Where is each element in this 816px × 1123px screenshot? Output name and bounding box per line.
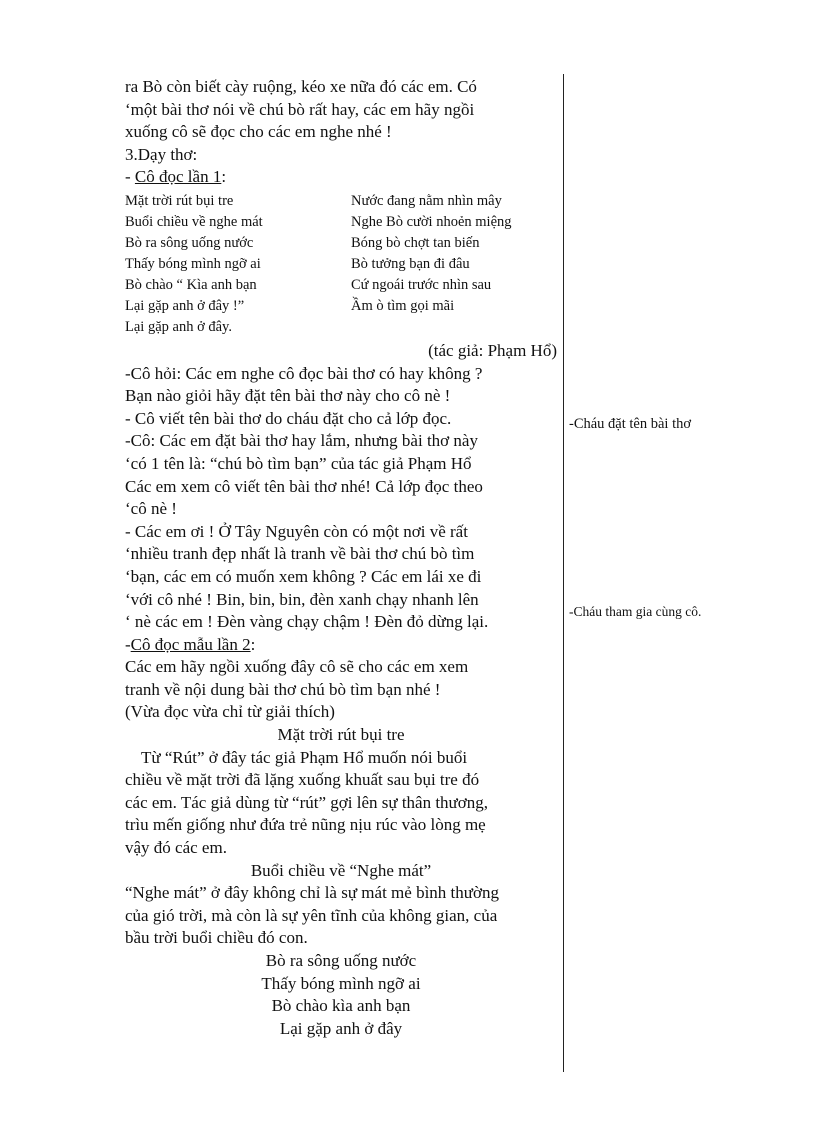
reading-1-label: Cô đọc lần 1 [134, 167, 222, 187]
verse-quote: Thấy bóng mình ngỡ ai [261, 973, 421, 993]
poem-verse: Nghe Bò cười nhoẻn miệng [351, 213, 512, 230]
section-title: 3.Dạy thơ: [125, 144, 198, 164]
text-line: -Cô: Các em đặt bài thơ hay lắm, nhưng bài thơ này [125, 431, 478, 451]
text-line: ‘một bài thơ nói về chú bò rất hay, các em hãy ngồi [125, 99, 475, 119]
reading-2-label: Cô đọc mẫu lần 2 [130, 634, 251, 654]
poem-verse: Cứ ngoái trước nhìn sau [351, 276, 492, 293]
verse-quote: Bò ra sông uống nước [265, 951, 417, 970]
poem-row [125, 296, 557, 317]
text-line: ra Bò còn biết cày ruộng, kéo xe nữa đó các em. Có [125, 77, 477, 96]
text-line: -Cô hỏi: Các em nghe cô đọc bài thơ có hay không ? [125, 363, 483, 383]
poem-verse: Bóng bò chợt tan biến [351, 234, 480, 251]
verse-quote: Lại gặp anh ở đây [279, 1018, 403, 1038]
poem-verse: Thấy bóng mình ngỡ ai [125, 255, 261, 272]
text-line: - Cô viết tên bài thơ do cháu đặt cho cả lớp đọc. [125, 408, 452, 428]
text-line: vậy đó các em. [125, 838, 227, 858]
text-line: Các em xem cô viết tên bài thơ nhé! Cả lớp đọc theo [125, 476, 483, 496]
text-line: “Nghe mát” ở đây không chỉ là sự mát mẻ bình thường [125, 883, 499, 903]
text-line: (Vừa đọc vừa chỉ từ giải thích) [125, 702, 335, 722]
verse-quote: Mặt trời rút bụi tre [277, 725, 405, 745]
poem-verse: Mặt trời rút bụi tre [125, 192, 234, 209]
text-line: bầu trời buổi chiều đó con. [125, 928, 308, 948]
poem-row [125, 275, 557, 296]
poem-row [125, 254, 557, 275]
poem-verse: Lại gặp anh ở đây. [125, 318, 232, 335]
text-line: ‘nhiều tranh đẹp nhất là tranh về bài thơ chú bò tìm [125, 544, 475, 564]
child-activity-note: -Cháu đặt tên bài thơ [569, 416, 692, 432]
poem-verse: Ầm ò tìm gọi mãi [351, 297, 455, 314]
poem-author: (tác giả: Phạm Hổ) [428, 340, 557, 360]
text-line: ‘có 1 tên là: “chú bò tìm bạn” của tác giả Phạm Hổ [125, 453, 472, 473]
text-line: của gió trời, mà còn là sự yên tĩnh của không gian, của [125, 905, 498, 925]
poem-row [125, 233, 557, 254]
text-line: Từ “Rút” ở đây tác giả Phạm Hổ muốn nói buổi [141, 747, 468, 767]
text-line: tranh về nội dung bài thơ chú bò tìm bạn nhé ! [125, 679, 441, 699]
reading-1-heading: - Cô đọc lần 1: [125, 167, 227, 187]
poem-verse: Lại gặp anh ở đây !” [125, 297, 245, 314]
poem-verse: Nước đang nằm nhìn mây [351, 192, 502, 209]
text-line: ‘bạn, các em có muốn xem không ? Các em lái xe đi [125, 566, 482, 586]
text-line: Các em hãy ngồi xuống đây cô sẽ cho các em xem [125, 657, 469, 677]
reading-2-heading: -Cô đọc mẫu lần 2: [125, 634, 256, 654]
child-activity-note: -Cháu tham gia cùng cô. [569, 604, 702, 619]
verse-quote: Buổi chiều về “Nghe mát” [250, 860, 432, 880]
poem-verse: Bò tưởng bạn đi đâu [351, 255, 470, 272]
poem-verse: Bò ra sông uống nước [125, 234, 254, 251]
teacher-column [125, 76, 557, 1040]
poem [125, 191, 557, 338]
poem-row [125, 212, 557, 233]
text-line: ‘ nè các em ! Đèn vàng chạy chậm ! Đèn đỏ dừng lại. [125, 612, 489, 632]
poem-verse: Bò chào “ Kìa anh bạn [125, 276, 257, 293]
text-line: xuống cô sẽ đọc cho các em nghe nhé ! [125, 122, 392, 142]
text-line: Bạn nào giỏi hãy đặt tên bài thơ này cho cô nè ! [125, 386, 451, 406]
verse-quote: Bò chào kìa anh bạn [271, 996, 411, 1016]
poem-row [125, 191, 557, 212]
column-divider [563, 74, 564, 1072]
text-line: trìu mến giống như đứa trẻ nũng nịu rúc vào lòng mẹ [125, 815, 486, 835]
text-line: ‘cô nè ! [125, 499, 177, 519]
text-line: chiều về mặt trời đã lặng xuống khuất sau bụi tre đó [125, 770, 480, 790]
text-line: ‘với cô nhé ! Bin, bin, bin, đèn xanh chạy nhanh lên [125, 589, 479, 609]
poem-row [125, 317, 557, 338]
text-line: các em. Tác giả dùng từ “rút” gợi lên sự thân thương, [125, 792, 489, 812]
text-line: - Các em ơi ! Ở Tây Nguyên còn có một nơi về rất [125, 521, 468, 541]
poem-verse: Buổi chiều về nghe mát [125, 213, 263, 230]
